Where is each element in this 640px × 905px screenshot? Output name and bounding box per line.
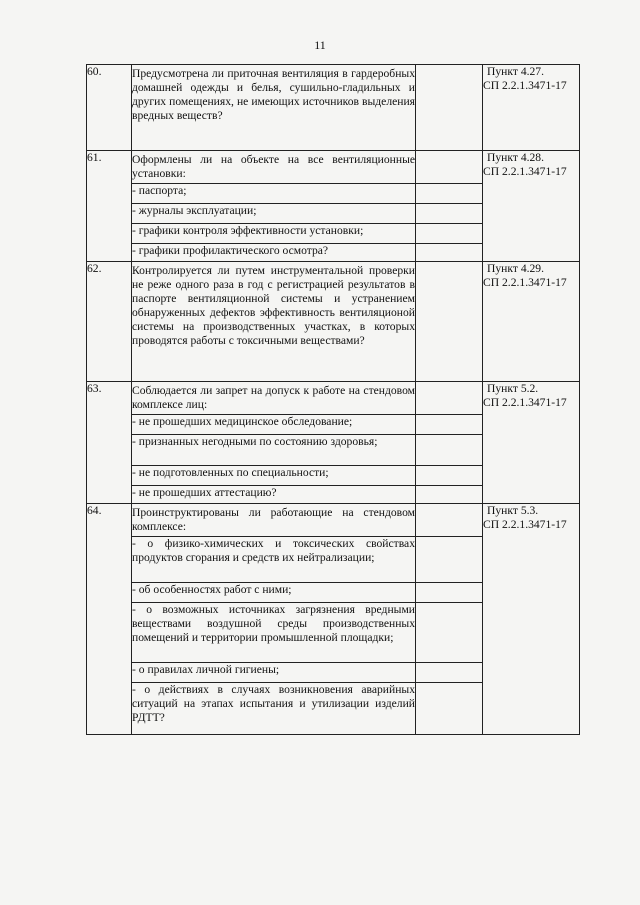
reference-code: СП 2.2.1.3471-17	[483, 276, 567, 290]
sub-item-text: - графики контроля эффективности установки;	[132, 224, 364, 237]
sub-item-cell	[132, 466, 416, 486]
sub-item-text: - не прошедших медицинское обследование;	[132, 415, 353, 428]
answer-cell[interactable]	[416, 262, 483, 382]
sub-item-text: - о возможных источниках загрязнения вредными веществами воздушной среды производственных помещений и территории промышленной площадки;	[132, 603, 415, 645]
answer-cell[interactable]	[416, 583, 483, 603]
reference-cell	[483, 262, 580, 382]
answer-cell[interactable]	[416, 537, 483, 583]
answer-cell[interactable]	[416, 663, 483, 683]
answer-cell[interactable]	[416, 224, 483, 244]
answer-cell[interactable]	[416, 382, 483, 415]
answer-cell[interactable]	[416, 415, 483, 435]
question-cell	[132, 382, 416, 415]
answer-cell[interactable]	[416, 435, 483, 466]
answer-cell[interactable]	[416, 603, 483, 663]
question-cell	[132, 151, 416, 184]
answer-cell[interactable]	[416, 65, 483, 151]
sub-item-cell	[132, 603, 416, 663]
reference-code: СП 2.2.1.3471-17	[483, 518, 567, 532]
question-text: Соблюдается ли запрет на допуск к работе на стендовом комплексе лиц:	[132, 384, 415, 412]
sub-item-cell	[132, 204, 416, 224]
answer-cell[interactable]	[416, 504, 483, 537]
sub-item-text: - об особенностях работ с ними;	[132, 583, 292, 596]
reference-point: Пункт 4.28.	[487, 151, 545, 164]
table-row	[87, 382, 580, 415]
reference-cell	[483, 382, 580, 504]
sub-item-cell	[132, 184, 416, 204]
reference-point: Пункт 4.27.	[487, 65, 545, 78]
reference-point: Пункт 5.3.	[487, 504, 539, 517]
item-number: 64.	[87, 504, 132, 735]
question-text: Оформлены ли на объекте на все вентиляционные установки:	[132, 153, 415, 181]
sub-item-cell	[132, 537, 416, 583]
sub-item-cell	[132, 683, 416, 735]
sub-item-cell	[132, 415, 416, 435]
sub-item-cell	[132, 486, 416, 504]
table-row	[87, 151, 580, 184]
reference-cell	[483, 65, 580, 151]
answer-cell[interactable]	[416, 486, 483, 504]
reference-cell	[483, 151, 580, 262]
sub-item-cell	[132, 663, 416, 683]
answer-cell[interactable]	[416, 244, 483, 262]
sub-item-text: - не прошедших аттестацию?	[132, 486, 277, 499]
sub-item-cell	[132, 244, 416, 262]
question-cell	[132, 504, 416, 537]
sub-item-text: - паспорта;	[132, 184, 187, 197]
question-cell	[132, 65, 416, 151]
item-number: 61.	[87, 151, 132, 262]
question-cell	[132, 262, 416, 382]
answer-cell[interactable]	[416, 151, 483, 184]
sub-item-text: - о действиях в случаях возникновения аварийных ситуаций на этапах испытания и утилизации изделий РДТТ?	[132, 683, 415, 725]
question-text: Проинструктированы ли работающие на стендовом комплексе:	[132, 506, 415, 534]
checklist-table	[86, 64, 580, 735]
answer-cell[interactable]	[416, 683, 483, 735]
sub-item-text: - о физико-химических и токсических свойствах продуктов сгорания и средств их нейтрализации;	[132, 537, 415, 565]
sub-item-cell	[132, 583, 416, 603]
table-row	[87, 65, 580, 151]
sub-item-text: - графики профилактического осмотра?	[132, 244, 329, 257]
item-number: 63.	[87, 382, 132, 504]
reference-code: СП 2.2.1.3471-17	[483, 396, 567, 410]
question-text: Контролируется ли путем инструментальной проверки не реже одного раза в год с регистрацией результатов в паспорте вентиляционной системы и устранением обнаруженных дефектов эффективность вентиляционой системы на производственных участках, в которых проводятся работы с токсичными веществами?	[132, 264, 415, 348]
table-row	[87, 262, 580, 382]
sub-item-text: - о правилах личной гигиены;	[132, 663, 280, 676]
sub-item-cell	[132, 224, 416, 244]
answer-cell[interactable]	[416, 184, 483, 204]
sub-item-cell	[132, 435, 416, 466]
reference-code: СП 2.2.1.3471-17	[483, 165, 567, 179]
answer-cell[interactable]	[416, 466, 483, 486]
table-row	[87, 504, 580, 537]
reference-point: Пункт 5.2.	[487, 382, 539, 395]
item-number: 60.	[87, 65, 132, 151]
sub-item-text: - признанных негодными по состоянию здоровья;	[132, 435, 378, 448]
reference-cell	[483, 504, 580, 735]
sub-item-text: - журналы эксплуатации;	[132, 204, 257, 217]
reference-code: СП 2.2.1.3471-17	[483, 79, 567, 93]
reference-point: Пункт 4.29.	[487, 262, 545, 275]
page-number: 11	[314, 38, 326, 52]
item-number: 62.	[87, 262, 132, 382]
sub-item-text: - не подготовленных по специальности;	[132, 466, 329, 479]
question-text: Предусмотрена ли приточная вентиляция в гардеробных домашней одежды и белья, сушильно-гладильных и других помещениях, не имеющих источников выделения вредных веществ?	[132, 67, 415, 123]
answer-cell[interactable]	[416, 204, 483, 224]
